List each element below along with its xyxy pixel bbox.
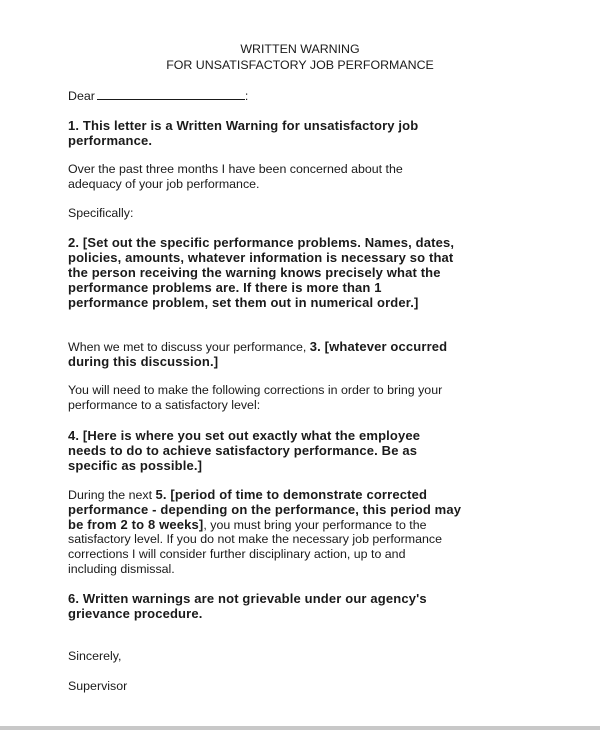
paragraph-7-line-5: corrections I will consider further disciplinary action, up to and (68, 547, 406, 561)
paragraph-7-line-4: satisfactory level. If you do not make the necessary job performance (68, 532, 442, 546)
salutation-suffix: : (244, 89, 249, 103)
paragraph-7-line-6: including dismissal. (68, 562, 175, 576)
paragraph-4-bold-text: 3. [whatever occurred (309, 339, 448, 354)
paragraph-7-regular-tail: , you must bring your performance to the (203, 518, 427, 532)
paragraph-5-line-2: performance to a satisfactory level: (68, 398, 261, 412)
paragraph-3-line-2: policies, amounts, whatever information is necessary so that (68, 250, 454, 265)
paragraph-7-line-2: performance - depending on the performance, this period may (68, 502, 462, 517)
specifically-label: Specifically: (68, 206, 134, 220)
salutation-prefix: Dear (68, 89, 95, 103)
paragraph-5-line-1: You will need to make the following corrections in order to bring your (68, 383, 443, 397)
paragraph-1-line-2: performance. (68, 133, 153, 148)
paragraph-6-line-2: needs to do to achieve satisfactory performance. Be as (68, 443, 418, 458)
paragraph-7-bold-range: be from 2 to 8 weeks] (68, 517, 204, 532)
paragraph-1-line-1: 1. This letter is a Written Warning for unsatisfactory job (68, 118, 419, 133)
paragraph-3-line-5: performance problem, set them out in numerical order.] (68, 295, 419, 310)
paragraph-3-line-4: performance problems are. If there is more than 1 (68, 280, 382, 295)
name-blank-line (97, 89, 245, 100)
paragraph-7-regular-text: During the next (68, 488, 156, 502)
paragraph-2-line-2: adequacy of your job performance. (68, 177, 260, 191)
paragraph-4-line-2: during this discussion.] (68, 354, 219, 369)
paragraph-2-line-1: Over the past three months I have been concerned about the (68, 162, 403, 176)
signature: Supervisor (68, 679, 128, 693)
salutation (68, 89, 568, 104)
paragraph-7-bold-text: 5. [period of time to demonstrate corrected (155, 487, 428, 502)
paragraph-7-line-1 (68, 487, 568, 503)
paragraph-6-line-3: specific as possible.] (68, 458, 203, 473)
closing: Sincerely, (68, 649, 122, 663)
paragraph-4-regular-text: When we met to discuss your performance, (68, 340, 310, 354)
paragraph-8-line-1: 6. Written warnings are not grievable under our agency's (68, 591, 427, 606)
paragraph-7-line-3 (68, 517, 568, 533)
letter-title-line-2: FOR UNSATISFACTORY JOB PERFORMANCE (166, 58, 434, 72)
paragraph-3-line-1: 2. [Set out the specific performance problems. Names, dates, (68, 235, 455, 250)
page-bottom-edge (0, 726, 600, 730)
letter-title-line-1: WRITTEN WARNING (240, 42, 360, 56)
paragraph-8-line-2: grievance procedure. (68, 606, 203, 621)
paragraph-4-line-1 (68, 339, 568, 355)
paragraph-6-line-1: 4. [Here is where you set out exactly what the employee (68, 428, 421, 443)
paragraph-3-line-3: the person receiving the warning knows precisely what the (68, 265, 441, 280)
